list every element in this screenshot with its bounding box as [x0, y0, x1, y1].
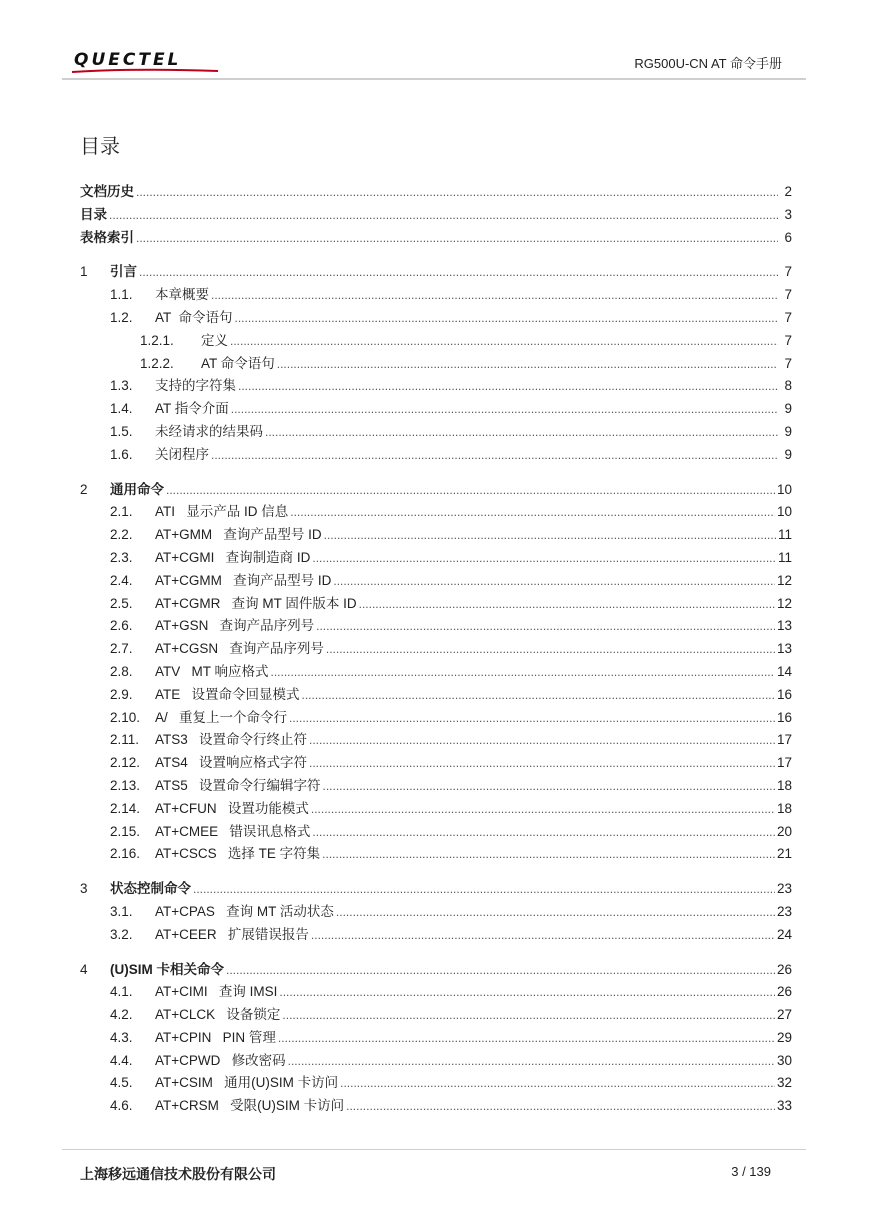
toc-entry[interactable]	[80, 226, 792, 249]
toc-entry-number: 4.2.	[110, 1007, 133, 1023]
toc-entry-label: AT+CMEE 错误讯息格式	[155, 823, 311, 839]
toc-dot-leader	[333, 574, 775, 588]
toc-entry-label: AT+CPIN PIN 管理	[155, 1029, 276, 1045]
toc-dot-leader	[136, 185, 778, 199]
toc-entry-page: 18	[776, 777, 792, 793]
toc-entry-label: 本章概要	[155, 287, 209, 303]
quectel-logo: QUECTEL	[74, 50, 182, 70]
toc-entry-number: 1.1.	[110, 287, 133, 303]
toc-entry-label: 通用命令	[110, 481, 164, 497]
toc-entry[interactable]	[80, 283, 792, 306]
toc-entry-number: 2.13.	[110, 777, 141, 793]
toc-entry[interactable]	[80, 683, 792, 706]
toc-entry-number: 2.15.	[110, 823, 141, 839]
toc-entry[interactable]	[80, 751, 792, 774]
toc-entry-number: 2.16.	[110, 846, 141, 862]
toc-dot-leader	[235, 311, 778, 325]
document-title: RG500U-CN AT 命令手册	[634, 56, 782, 71]
toc-entry-page: 30	[776, 1052, 792, 1068]
toc-entry-number: 1.6.	[110, 446, 133, 462]
toc-entry-page: 17	[776, 755, 792, 771]
toc-entry-page: 7	[784, 287, 792, 303]
toc-entry-page: 10	[776, 504, 792, 520]
toc-entry-page: 7	[784, 332, 792, 348]
toc-entry-label: AT 指令介面	[155, 401, 229, 417]
footer-page-number: 3 / 139	[731, 1164, 771, 1179]
toc-entry-label: AT+CEER 扩展错误报告	[155, 926, 309, 942]
toc-entry-label: AT+CPWD 修改密码	[155, 1052, 286, 1068]
toc-entry[interactable]	[80, 500, 792, 523]
toc-entry-page: 7	[784, 309, 792, 325]
toc-entry-number: 2.1.	[110, 504, 133, 520]
toc-entry-page: 12	[776, 572, 792, 588]
toc-entry-page: 33	[776, 1098, 792, 1114]
toc-entry[interactable]	[80, 958, 792, 981]
toc-dot-leader	[211, 448, 778, 462]
toc-entry-page: 11	[777, 549, 792, 565]
toc-dot-leader	[322, 847, 775, 861]
toc-entry-page: 7	[784, 355, 792, 371]
page-title: 目录	[80, 136, 120, 158]
toc-dot-leader	[323, 779, 775, 793]
toc-dot-leader	[324, 528, 776, 542]
toc-entry-page: 27	[776, 1007, 792, 1023]
toc-entry-label: 关闭程序	[155, 446, 209, 462]
toc-entry-page: 29	[776, 1029, 792, 1045]
toc-entry-number: 2.9.	[110, 686, 133, 702]
toc-entry-number: 2.3.	[110, 549, 133, 565]
toc-entry-page: 9	[784, 401, 792, 417]
toc-entry[interactable]	[80, 660, 792, 683]
toc-dot-leader	[226, 963, 775, 977]
toc-entry-number: 1.2.1.	[140, 332, 174, 348]
toc-entry-number: 1.5.	[110, 423, 133, 439]
toc-entry[interactable]	[80, 374, 792, 397]
toc-entry-number: 1.2.2.	[140, 355, 174, 371]
toc-entry[interactable]	[80, 203, 792, 226]
toc-entry-label: AT+GSN 查询产品序列号	[155, 618, 315, 634]
toc-dot-leader	[359, 597, 775, 611]
toc-entry-page: 16	[776, 709, 792, 725]
toc-dot-leader	[278, 1031, 775, 1045]
toc-entry-page: 21	[776, 846, 792, 862]
toc-entry-number: 4.5.	[110, 1075, 133, 1091]
toc-entry-number: 1.3.	[110, 378, 133, 394]
toc-entry-page: 9	[784, 446, 792, 462]
toc-entry[interactable]	[80, 980, 792, 1003]
toc-entry-number: 4.6.	[110, 1098, 133, 1114]
toc-entry[interactable]	[80, 923, 792, 946]
toc-entry-number: 2.10.	[110, 709, 141, 725]
toc-entry[interactable]	[80, 478, 792, 501]
toc-entry-label: ATS5 设置命令行编辑字符	[155, 777, 321, 793]
toc-entry-page: 13	[776, 641, 792, 657]
toc-entry-number: 2.4.	[110, 572, 133, 588]
toc-dot-leader	[231, 402, 778, 416]
toc-entry[interactable]	[80, 1026, 792, 1049]
toc-entry-label: 表格索引	[80, 229, 134, 245]
toc-entry-label: AT+CSCS 选择 TE 字符集	[155, 846, 321, 862]
toc-entry-number: 2.7.	[110, 641, 133, 657]
toc-entry-label: AT 命令语句	[155, 309, 233, 325]
toc-entry-page: 32	[776, 1075, 792, 1091]
toc-entry[interactable]	[80, 592, 792, 615]
toc-entry-label: ATV MT 响应格式	[155, 663, 269, 679]
toc-entry[interactable]	[80, 1071, 792, 1094]
toc-entry-number: 2.6.	[110, 618, 133, 634]
toc-entry-label: AT+CRSM 受限(U)SIM 卡访问	[155, 1098, 345, 1114]
toc-entry-label: ATE 设置命令回显模式	[155, 686, 300, 702]
toc-dot-leader	[277, 357, 778, 371]
toc-dot-leader	[340, 1076, 775, 1090]
toc-entry-label: 状态控制命令	[110, 881, 191, 897]
toc-entry[interactable]	[80, 900, 792, 923]
toc-entry[interactable]	[80, 614, 792, 637]
toc-entry-page: 2	[784, 184, 792, 199]
toc-entry-page: 20	[776, 823, 792, 839]
toc-entry[interactable]	[80, 352, 792, 375]
toc-entry-number: 4.1.	[110, 984, 133, 1000]
toc-entry-label: 目录	[80, 206, 107, 222]
toc-dot-leader	[193, 882, 775, 896]
toc-entry-page: 8	[784, 378, 792, 394]
toc-dot-leader	[265, 425, 778, 439]
toc-entry-label: 支持的字符集	[155, 378, 236, 394]
toc-entry-page: 10	[776, 481, 792, 497]
toc-entry-number: 2.5.	[110, 595, 133, 611]
toc-entry-number: 1	[80, 264, 88, 280]
toc-entry[interactable]	[80, 306, 792, 329]
toc-entry[interactable]	[80, 842, 792, 865]
toc-entry-page: 23	[776, 903, 792, 919]
toc-entry-page: 16	[776, 686, 792, 702]
toc-dot-leader	[316, 619, 775, 633]
toc-entry-page: 12	[776, 595, 792, 611]
toc-dot-leader	[166, 483, 775, 497]
logo-swoosh-icon	[70, 66, 220, 76]
toc-dot-leader	[346, 1099, 775, 1113]
toc-entry-label: AT+CGMI 查询制造商 ID	[155, 549, 311, 565]
toc-entry-label: AT+CSIM 通用(U)SIM 卡访问	[155, 1075, 339, 1091]
page-header	[62, 44, 806, 80]
toc-dot-leader	[290, 505, 775, 519]
toc-entry-label: (U)SIM 卡相关命令	[110, 961, 224, 977]
toc-entry-label: AT+CIMI 查询 IMSI	[155, 984, 278, 1000]
toc-entry-page: 26	[776, 961, 792, 977]
toc-spacer	[80, 248, 792, 260]
toc-dot-leader	[336, 905, 775, 919]
toc-entry-page: 11	[777, 527, 792, 543]
toc-entry[interactable]	[80, 569, 792, 592]
toc-entry[interactable]	[80, 329, 792, 352]
footer-divider	[62, 1149, 806, 1150]
toc-entry-number: 4	[80, 961, 88, 977]
toc-dot-leader	[312, 551, 776, 565]
toc-entry-page: 24	[776, 926, 792, 942]
toc-dot-leader	[289, 711, 775, 725]
toc-entry[interactable]	[80, 706, 792, 729]
toc-entry[interactable]	[80, 420, 792, 443]
toc-dot-leader	[311, 928, 775, 942]
toc-entry-number: 2.12.	[110, 755, 141, 771]
toc-entry-label: AT 命令语句	[201, 355, 275, 371]
toc-entry-page: 14	[776, 663, 792, 679]
toc-dot-leader	[309, 733, 775, 747]
toc-entry-label: AT+CGSN 查询产品序列号	[155, 641, 324, 657]
toc-entry-number: 2.8.	[110, 663, 133, 679]
toc-entry[interactable]	[80, 260, 792, 283]
toc-entry-number: 2.14.	[110, 800, 141, 816]
toc-spacer	[80, 865, 792, 877]
toc-entry-page: 23	[776, 881, 792, 897]
toc-entry-page: 17	[776, 732, 792, 748]
toc-dot-leader	[211, 288, 778, 302]
toc-entry-label: AT+CFUN 设置功能模式	[155, 800, 309, 816]
toc-entry-label: AT+CPAS 查询 MT 活动状态	[155, 903, 334, 919]
toc-entry-label: AT+CGMM 查询产品型号 ID	[155, 572, 332, 588]
toc-entry[interactable]	[80, 774, 792, 797]
toc-dot-leader	[311, 802, 775, 816]
toc-entry-number: 3	[80, 881, 88, 897]
header-divider	[62, 78, 806, 80]
toc-dot-leader	[238, 379, 778, 393]
toc-entry[interactable]	[80, 637, 792, 660]
toc-entry-number: 3.1.	[110, 903, 133, 919]
toc-entry[interactable]	[80, 397, 792, 420]
toc-entry[interactable]	[80, 180, 792, 203]
toc-dot-leader	[271, 665, 775, 679]
toc-entry-page: 18	[776, 800, 792, 816]
toc-dot-leader	[109, 208, 778, 222]
toc-entry-label: AT+CGMR 查询 MT 固件版本 ID	[155, 595, 357, 611]
toc-entry-label: 文档历史	[80, 184, 134, 199]
toc-entry-number: 1.4.	[110, 401, 133, 417]
toc-dot-leader	[136, 231, 778, 245]
toc-dot-leader	[282, 1008, 775, 1022]
toc-entry-number: 1.2.	[110, 309, 133, 325]
toc-dot-leader	[309, 756, 775, 770]
toc-entry-page: 26	[776, 984, 792, 1000]
toc-dot-leader	[279, 985, 775, 999]
toc-entry-page: 9	[784, 423, 792, 439]
toc-entry-page: 7	[784, 264, 792, 280]
toc-entry-label: ATS3 设置命令行终止符	[155, 732, 308, 748]
toc-entry-number: 4.3.	[110, 1029, 133, 1045]
toc-entry-label: ATS4 设置响应格式字符	[155, 755, 308, 771]
toc-dot-leader	[288, 1054, 775, 1068]
toc-entry-page: 6	[784, 229, 792, 245]
toc-dot-leader	[302, 688, 775, 702]
toc-entry-number: 3.2.	[110, 926, 133, 942]
toc-entry-page: 13	[776, 618, 792, 634]
toc-entry-number: 2.11.	[110, 732, 140, 748]
toc-dot-leader	[312, 825, 775, 839]
table-of-contents	[80, 180, 792, 1117]
toc-entry-label: AT+CLCK 设备锁定	[155, 1007, 281, 1023]
toc-entry-label: 未经请求的结果码	[155, 423, 263, 439]
toc-entry-label: 定义	[201, 332, 228, 348]
toc-entry[interactable]	[80, 546, 792, 569]
toc-entry-number: 2	[80, 481, 88, 497]
toc-dot-leader	[326, 642, 775, 656]
toc-dot-leader	[139, 265, 778, 279]
toc-spacer	[80, 466, 792, 478]
footer-company: 上海移远通信技术股份有限公司	[80, 1166, 276, 1182]
toc-entry[interactable]	[80, 877, 792, 900]
toc-entry[interactable]	[80, 1094, 792, 1117]
toc-entry[interactable]	[80, 1049, 792, 1072]
toc-entry-page: 3	[784, 206, 792, 222]
toc-entry-number: 4.4.	[110, 1052, 133, 1068]
toc-entry[interactable]	[80, 443, 792, 466]
toc-entry-label: 引言	[110, 264, 137, 280]
toc-entry[interactable]	[80, 820, 792, 843]
toc-entry-label: A/ 重复上一个命令行	[155, 709, 288, 725]
toc-entry[interactable]	[80, 1003, 792, 1026]
toc-dot-leader	[230, 334, 778, 348]
toc-spacer	[80, 946, 792, 958]
toc-entry-label: ATI 显示产品 ID 信息	[155, 504, 289, 520]
toc-entry[interactable]	[80, 728, 792, 751]
toc-entry-label: AT+GMM 查询产品型号 ID	[155, 527, 322, 543]
toc-entry-number: 2.2.	[110, 527, 133, 543]
toc-entry[interactable]	[80, 797, 792, 820]
toc-entry[interactable]	[80, 523, 792, 546]
